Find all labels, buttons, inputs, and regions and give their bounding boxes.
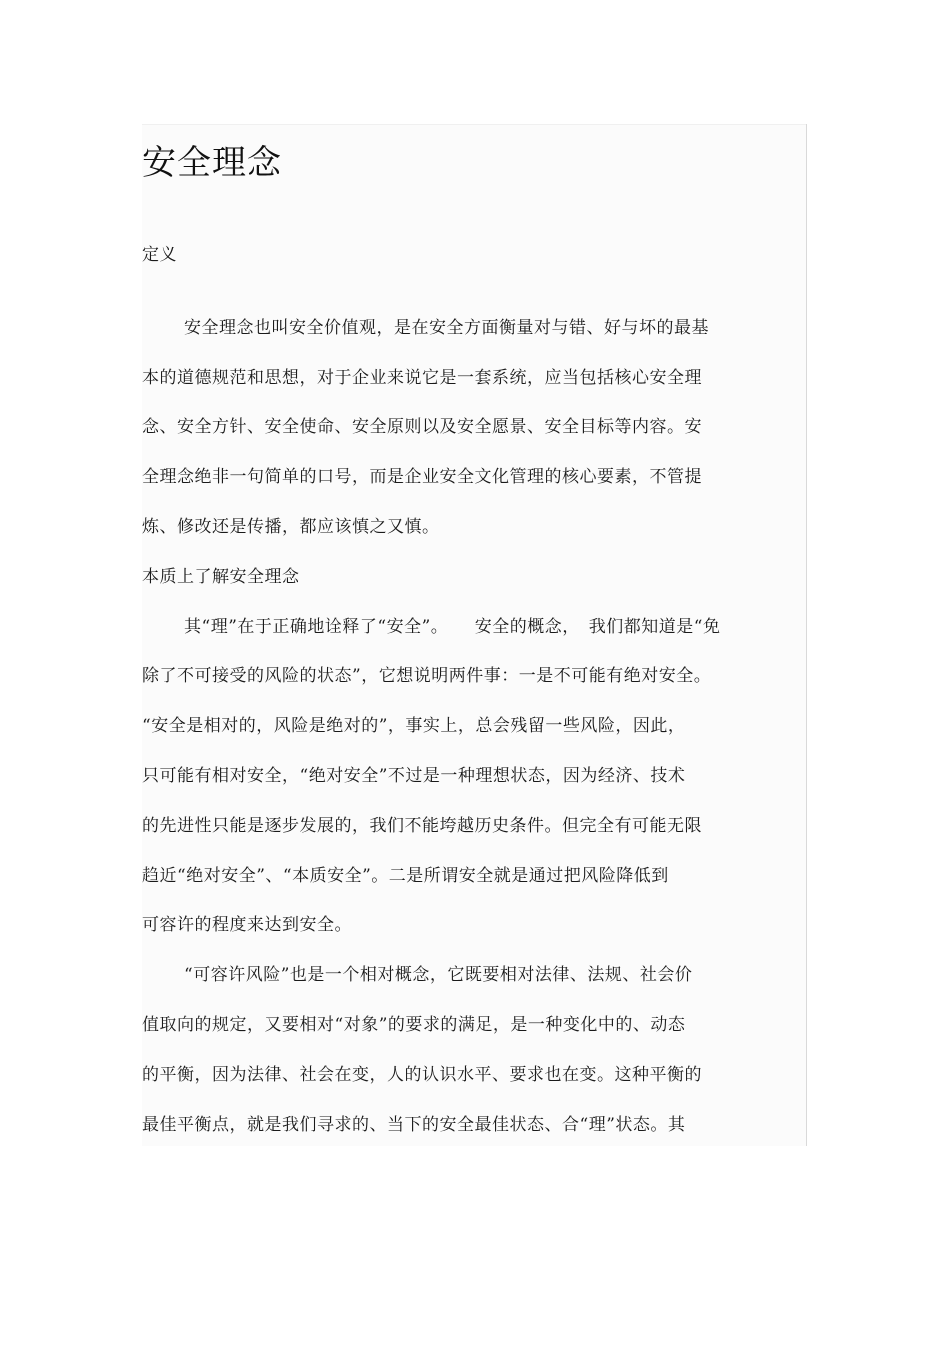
paragraph-line: 趋近“绝对安全”、“本质安全”。二是所谓安全就是通过把风险降低到 bbox=[142, 866, 669, 886]
paragraph-line: 其“理”在于正确地诠释了“安全”。 安全的概念， 我们都知道是“免 bbox=[184, 617, 721, 637]
paragraph-line: 值取向的规定，又要相对“对象”的要求的满足，是一种变化中的、动态 bbox=[142, 1015, 686, 1035]
page-title: 安全理念 bbox=[142, 143, 282, 183]
paragraph-line: 只可能有相对安全，“绝对安全”不过是一种理想状态，因为经济、技术 bbox=[142, 766, 686, 786]
paragraph-line: 可容许的程度来达到安全。 bbox=[142, 915, 352, 935]
paragraph-line: 念、安全方针、安全使命、安全原则以及安全愿景、安全目标等内容。安 bbox=[142, 417, 702, 437]
definition-heading: 定义 bbox=[142, 245, 177, 265]
paragraph-line: 全理念绝非一句简单的口号，而是企业安全文化管理的核心要素，不管提 bbox=[142, 467, 702, 487]
paragraph-line: 炼、修改还是传播，都应该慎之又慎。 bbox=[142, 517, 440, 537]
paragraph-line: “安全是相对的，风险是绝对的”，事实上，总会残留一些风险，因此， bbox=[142, 716, 686, 736]
paragraph-line: 安全理念也叫安全价值观，是在安全方面衡量对与错、好与坏的最基 bbox=[184, 318, 709, 338]
paragraph-line: 本的道德规范和思想，对于企业来说它是一套系统，应当包括核心安全理 bbox=[142, 368, 702, 388]
paragraph-line: 的平衡，因为法律、社会在变，人的认识水平、要求也在变。这种平衡的 bbox=[142, 1065, 702, 1085]
paragraph-line: 除了不可接受的风险的状态”，它想说明两件事：一是不可能有绝对安全。 bbox=[142, 666, 712, 686]
paragraph-line: 的先进性只能是逐步发展的，我们不能垮越历史条件。但完全有可能无限 bbox=[142, 816, 702, 836]
paragraph-line: “可容许风险”也是一个相对概念，它既要相对法律、法规、社会价 bbox=[184, 965, 693, 985]
paragraph-line: 最佳平衡点，就是我们寻求的、当下的安全最佳状态、合“理”状态。其 bbox=[142, 1115, 686, 1135]
essence-heading: 本质上了解安全理念 bbox=[142, 567, 300, 587]
